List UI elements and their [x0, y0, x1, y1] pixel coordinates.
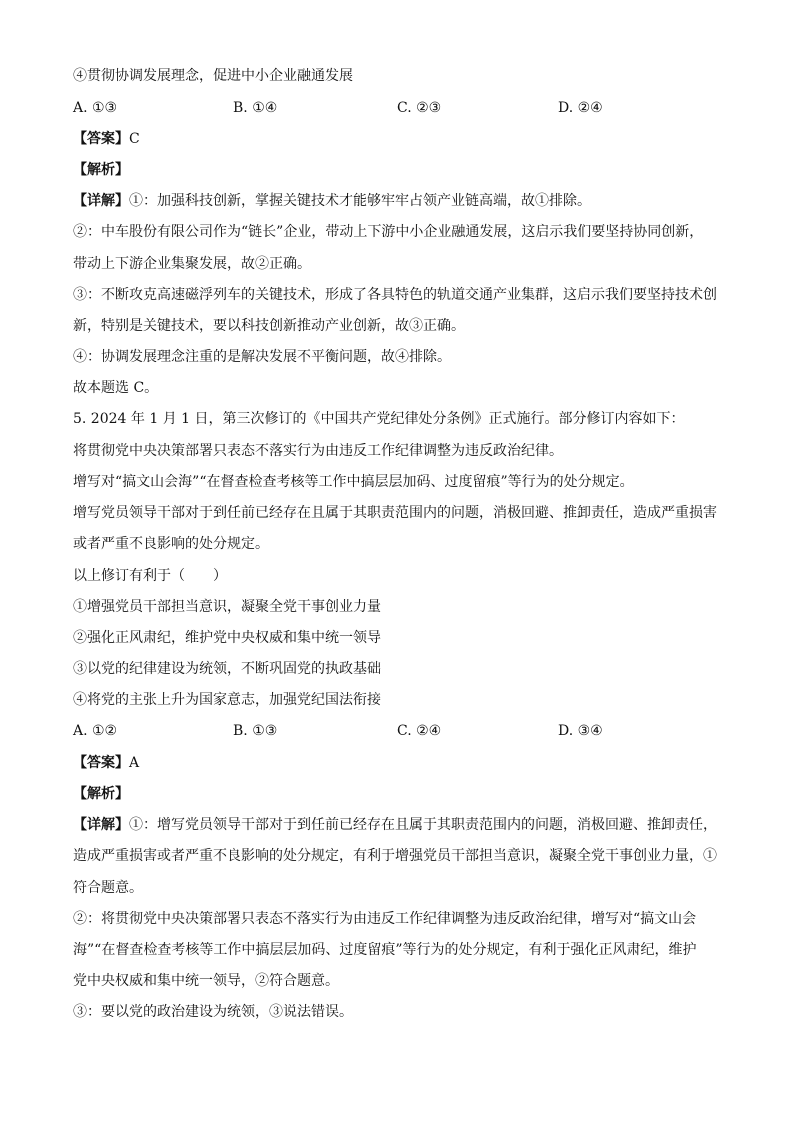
- q5-option-4: ④将党的主张上升为国家意志，加强党纪国法衔接: [73, 692, 381, 708]
- q5-option-2: ②强化正风肃纪，维护党中央权威和集中统一领导: [73, 630, 381, 646]
- q5-choice-d: D. ③④: [558, 723, 603, 739]
- q5-choice-a: A. ①②: [73, 723, 118, 739]
- q4-choice-a: A. ①③: [73, 100, 118, 116]
- q4-conclusion: 故本题选 C。: [73, 380, 159, 396]
- q5-question: 以上修订有利于（ ）: [73, 568, 227, 584]
- q5-choice-b: B. ①③: [233, 723, 278, 739]
- detail-tag: 【详解】: [73, 193, 129, 209]
- q4-detail-3a: ③：不断攻克高速磁浮列车的关键技术，形成了各具特色的轨道交通产业集群，这启示我们要坚持技术创: [73, 287, 717, 303]
- q5-choices: [73, 721, 753, 741]
- detail-text: ①：加强科技创新，掌握关键技术才能够牢牢占领产业链高端，故①排除。: [129, 193, 591, 209]
- answer-tag: 【答案】: [73, 755, 129, 771]
- detail-text: ①：增写党员领导干部对于到任前已经存在且属于其职责范围内的问题，消极回避、推卸责任，: [129, 817, 717, 833]
- q5-content-2: 增写对“搞文山会海”“在督查检查考核等工作中搞层层加码、过度留痕”等行为的处分规定。: [73, 474, 634, 490]
- q5-stem: 5. 2024 年 1 月 1 日，第三次修订的《中国共产党纪律处分条例》正式施行。部分修订内容如下：: [73, 411, 685, 427]
- q5-detail-2a: ②：将贯彻党中央决策部署只表态不落实行为由违反工作纪律调整为违反政治纪律，增写对“搞文山会: [73, 911, 697, 927]
- q4-detail-4: ④：协调发展理念注重的是解决发展不平衡问题，故④排除。: [73, 349, 451, 365]
- q4-choice-d: D. ②④: [558, 100, 603, 116]
- q4-choice-c: C. ②③: [397, 100, 442, 116]
- q5-option-1: ①增强党员干部担当意识，凝聚全党干事创业力量: [73, 599, 381, 615]
- q5-content-1: 将贯彻党中央决策部署只表态不落实行为由违反工作纪律调整为违反政治纪律。: [73, 443, 563, 459]
- q5-answer: [73, 753, 139, 773]
- answer-value: A: [129, 755, 140, 771]
- q4-choice-b: B. ①④: [233, 100, 278, 116]
- q5-detail-1a: [73, 815, 717, 835]
- answer-tag: 【答案】: [73, 131, 129, 147]
- q5-detail-2c: 党中央权威和集中统一领导，②符合题意。: [73, 973, 339, 989]
- q5-content-3b: 或者严重不良影响的处分规定。: [73, 536, 269, 552]
- q4-detail-2b: 带动上下游企业集聚发展，故②正确。: [73, 256, 311, 272]
- q5-analysis-tag: 【解析】: [73, 786, 129, 802]
- q4-detail-2a: ②：中车股份有限公司作为“链长”企业，带动上下游中小企业融通发展，这启示我们要坚持协同创新，: [73, 224, 704, 240]
- q5-detail-1c: 符合题意。: [73, 880, 143, 896]
- answer-value: C: [129, 131, 140, 147]
- detail-tag: 【详解】: [73, 817, 129, 833]
- q5-option-3: ③以党的纪律建设为统领，不断巩固党的执政基础: [73, 661, 381, 677]
- q4-analysis-tag: 【解析】: [73, 162, 129, 178]
- q4-detail-1: [73, 191, 591, 211]
- q4-choices: [73, 98, 753, 118]
- q4-option-4: ④贯彻协调发展理念，促进中小企业融通发展: [73, 68, 353, 84]
- q5-detail-2b: 海”“在督查检查考核等工作中搞层层加码、过度留痕”等行为的处分规定，有利于强化正风肃纪，维护: [73, 942, 697, 958]
- q5-detail-3: ③：要以党的政治建设为统领，③说法错误。: [73, 1004, 353, 1020]
- q5-choice-c: C. ②④: [397, 723, 442, 739]
- q5-content-3a: 增写党员领导干部对于到任前已经存在且属于其职责范围内的问题，消极回避、推卸责任，造成严重损害: [73, 505, 717, 521]
- q4-detail-3b: 新，特别是关键技术，要以科技创新推动产业创新，故③正确。: [73, 318, 465, 334]
- q5-detail-1b: 造成严重损害或者严重不良影响的处分规定，有利于增强党员干部担当意识，凝聚全党干事创业力量，①: [73, 848, 717, 864]
- q4-answer: [73, 129, 140, 149]
